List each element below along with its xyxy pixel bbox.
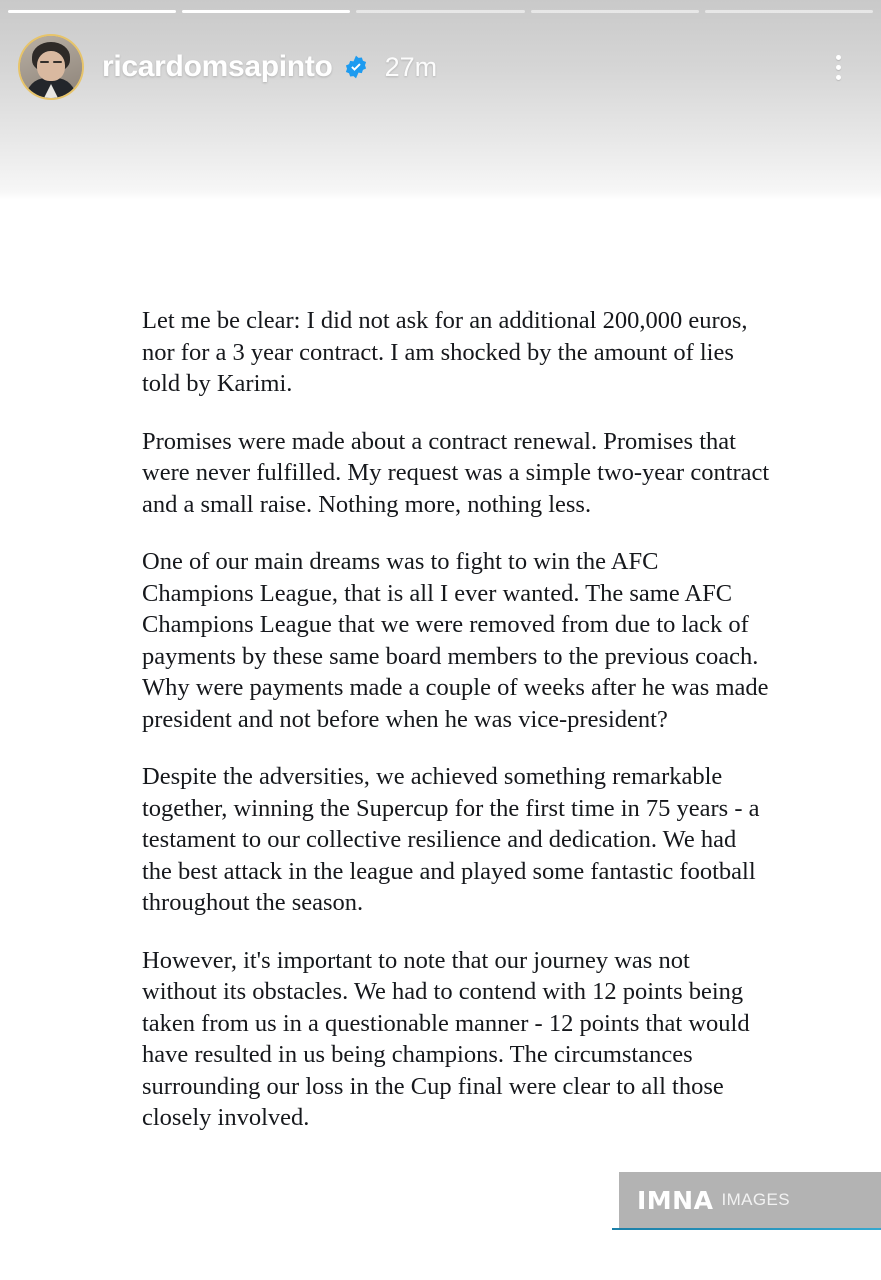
more-options-icon[interactable] [821, 45, 855, 89]
story-progress-segment[interactable] [356, 10, 524, 13]
story-username[interactable]: ricardomsapinto [102, 50, 333, 83]
avatar[interactable] [18, 34, 84, 100]
watermark-logo: IMNA [637, 1185, 714, 1215]
story-progress-segment[interactable] [182, 10, 350, 13]
watermark [619, 1172, 881, 1228]
story-progress-segment[interactable] [531, 10, 699, 13]
story-progress-bars [8, 10, 873, 14]
story-progress-segment[interactable] [705, 10, 873, 13]
story-header [18, 32, 867, 102]
statement-paragraph: Let me be clear: I did not ask for an additional 200,000 euros, nor for a 3 year contract. I am shocked by the amount of lies told by Karimi. [142, 307, 748, 397]
bottom-bar [0, 1230, 881, 1280]
story-statement-text [142, 305, 770, 1134]
statement-paragraph: However, it's important to note that our journey was not without its obstacles. We had to contend with 12 points being taken from us in a questionable manner - 12 points that would have resulted in us being champions. The circumstances surrounding our loss in the Cup final were clear to all those closely involved. [142, 946, 750, 1131]
statement-paragraph: Promises were made about a contract renewal. Promises that were never fulfilled. My request was a simple two-year contract and a small raise. Nothing more, nothing less. [142, 427, 770, 518]
statement-paragraph: One of our main dreams was to fight to win the AFC Champions League, that is all I ever wanted. The same AFC Champions League that we were removed from due to lack of payments by these same board members to the previous coach. Why were payments made a couple of weeks after he was made president and not before when he was vice-president? [142, 548, 769, 733]
story-progress-segment[interactable] [8, 10, 176, 13]
story-timestamp: 27m [384, 51, 438, 82]
watermark-subtitle: IMAGES [721, 1190, 790, 1209]
statement-paragraph: Despite the adversities, we achieved something remarkable together, winning the Supercup for the first time in 75 years - a testament to our collective resilience and dedication. We had the best attack in the league and played some fantastic football throughout the season. [142, 763, 760, 916]
verified-badge-icon [343, 54, 369, 80]
avatar-image [20, 36, 82, 98]
